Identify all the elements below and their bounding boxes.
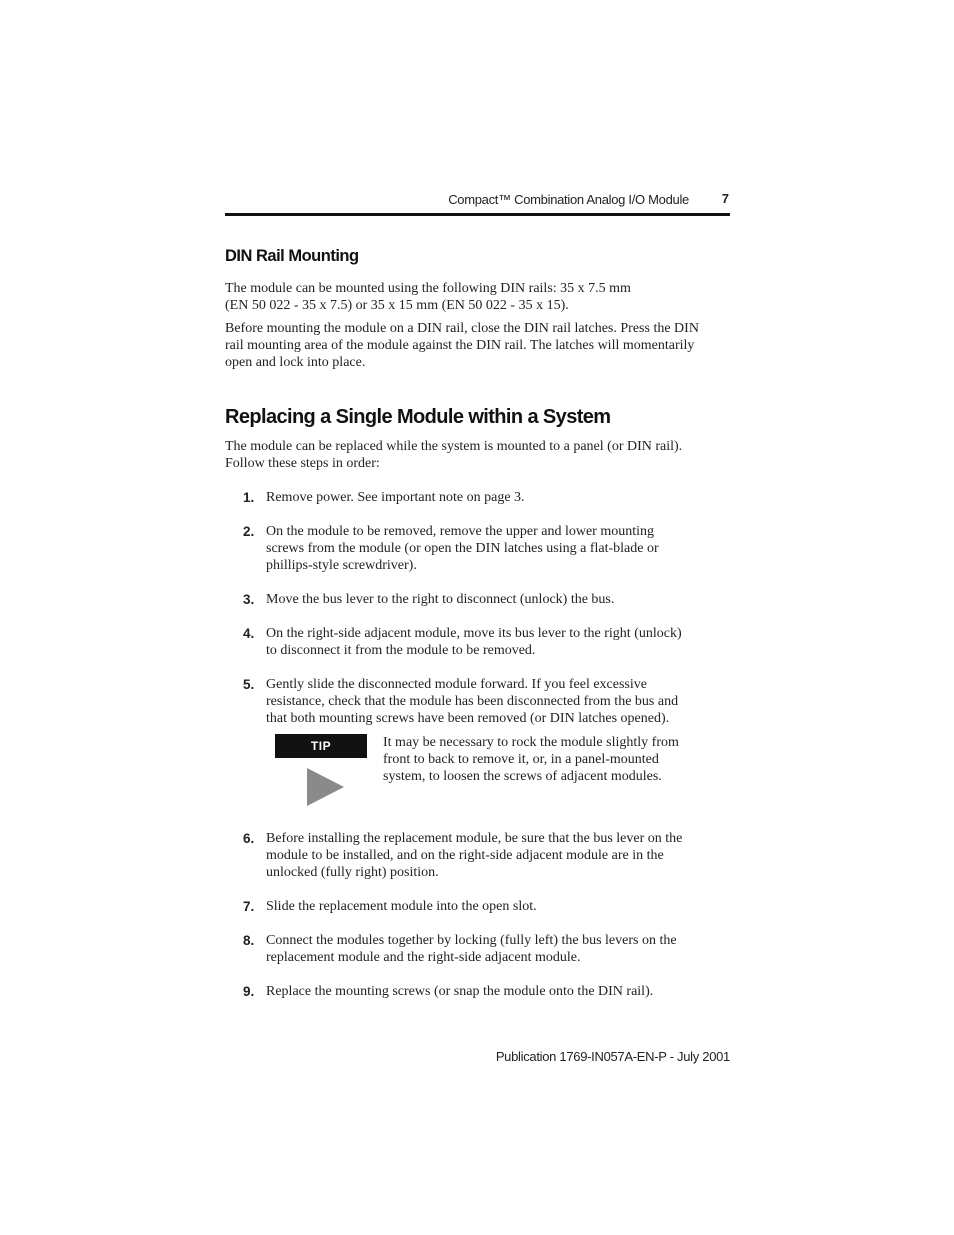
steps-list	[225, 489, 735, 727]
step-number: 4.	[243, 626, 255, 641]
din-rail-para-1: The module can be mounted using the following DIN rails: 35 x 7.5 mm (EN 50 022 - 35 x 7.5) or 35 x 15 mm (EN 50 022 - 35 x 15).	[225, 281, 631, 313]
replacing-heading: Replacing a Single Module within a System	[225, 406, 611, 428]
page-content	[225, 247, 735, 1000]
header-title: Compact™ Combination Analog I/O Module	[448, 192, 689, 207]
step-number: 5.	[243, 677, 255, 692]
din-rail-para-2: Before mounting the module on a DIN rail, close the DIN rail latches. Press the DIN rail mounting area of the module against the DIN rail. The latches will momentarily open and lock into place.	[225, 321, 699, 370]
page-number: 7	[721, 191, 729, 206]
tip-box	[275, 734, 735, 830]
step-number: 9.	[243, 984, 255, 999]
header-rule	[225, 213, 730, 216]
tip-label: TIP	[275, 734, 367, 758]
play-arrow-icon	[307, 768, 344, 806]
step-number: 1.	[243, 490, 255, 505]
page-footer: Publication 1769-IN057A-EN-P - July 2001	[495, 1049, 730, 1064]
step-item: 5. Gently slide the disconnected module forward. If you feel excessive resistance, check that the module has been disconnected from the bus and that both mounting screws have been removed (or DIN latches opened).	[243, 677, 679, 726]
page-header	[225, 190, 730, 210]
step-item: 8. Connect the modules together by locking (fully left) the bus levers on the replacement module and the right-side adjacent module.	[243, 933, 677, 965]
tip-text: It may be necessary to rock the module slightly from front to back to remove it, or, in a panel-mounted system, to loosen the screws of adjacent modules.	[383, 735, 679, 784]
steps-list-continued	[225, 830, 735, 1000]
step-item: 6. Before installing the replacement module, be sure that the bus lever on the module to be installed, and on the right-side adjacent module are in the unlocked (fully right) position.	[243, 831, 683, 880]
step-item: 3. Move the bus lever to the right to disconnect (unlock) the bus.	[243, 592, 615, 607]
step-number: 8.	[243, 933, 255, 948]
replacing-intro: The module can be replaced while the system is mounted to a panel (or DIN rail). Follow these steps in order:	[225, 439, 683, 471]
step-item: 4. On the right-side adjacent module, move its bus lever to the right (unlock) to disconnect it from the module to be removed.	[243, 626, 682, 658]
step-item: 1. Remove power. See important note on page 3.	[243, 490, 525, 505]
step-item: 7. Slide the replacement module into the open slot.	[243, 899, 537, 914]
step-number: 2.	[243, 524, 255, 539]
step-number: 6.	[243, 831, 255, 846]
step-number: 3.	[243, 592, 255, 607]
din-rail-heading: DIN Rail Mounting	[225, 247, 359, 265]
step-item: 9. Replace the mounting screws (or snap the module onto the DIN rail).	[243, 984, 654, 999]
step-item: 2. On the module to be removed, remove the upper and lower mounting screws from the module (or open the DIN latches using a flat-blade or phillips-style screwdriver).	[243, 524, 659, 573]
step-number: 7.	[243, 899, 255, 914]
